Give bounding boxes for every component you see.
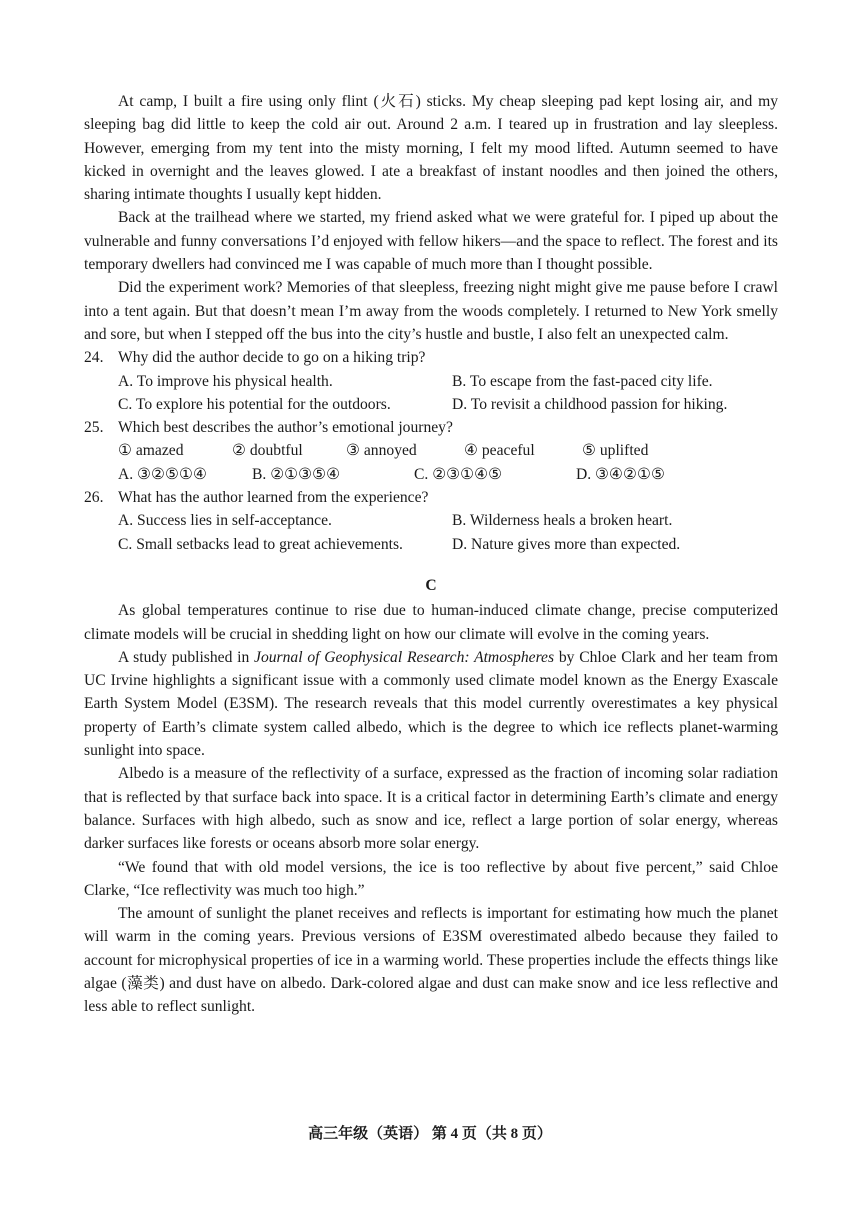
option-a: A. To improve his physical health. bbox=[118, 372, 333, 390]
options bbox=[84, 463, 778, 486]
option-c: C. ②③①④⑤ bbox=[414, 465, 503, 483]
passage-c-paragraph-1: As global temperatures continue to rise due to human-induced climate change, precise computerized climate models will be crucial in shedding light on how our climate will evolve in the coming years. bbox=[84, 602, 778, 643]
question-stem: Which best describes the author’s emotional journey? bbox=[118, 419, 453, 437]
page-footer: 高三年级（英语） 第 4 页（共 8 页） bbox=[308, 1126, 552, 1142]
option-a: A. ③②⑤①④ bbox=[118, 465, 207, 483]
option-b: B. To escape from the fast-paced city life. bbox=[452, 372, 713, 390]
passage-c-paragraph-5: The amount of sunlight the planet receives and reflects is important for estimating how much the planet will warm in the coming years. Previous versions of E3SM overestimated albedo because they failed to account for microphysical properties of ice in a warming world. These properties include the effects things like algae (藻类) and dust have on albedo. Dark-colored algae and dust can make snow and ice less reflective and less able to reflect sunlight. bbox=[84, 905, 778, 1016]
emotion-item: ⑤ uplifted bbox=[582, 442, 649, 460]
journal-title: Journal of Geophysical Research: Atmospheres bbox=[254, 648, 555, 666]
passage-b-paragraph-3: Did the experiment work? Memories of that sleepless, freezing night might give me pause before I crawl into a tent again. But that doesn’t mean I’m away from the woods completely. I returned to New York smelly and sore, but when I stepped off the bus into the city’s hustle and bustle, I also felt an unexpected calm. bbox=[84, 279, 778, 343]
passage-c-paragraph-4: “We found that with old model versions, the ice is too reflective by about five percent,” said Chloe Clarke, “Ice reflectivity was much too high.” bbox=[84, 858, 778, 899]
option-b: B. Wilderness heals a broken heart. bbox=[452, 512, 673, 530]
question-stem: Why did the author decide to go on a hiking trip? bbox=[118, 349, 426, 367]
option-d: D. To revisit a childhood passion for hiking. bbox=[452, 395, 728, 413]
paragraph-text: by Chloe Clark and her team from UC Irvine highlights a significant issue with a commonly used climate model known as the Energy Exascale Earth System Model (E3SM). The research reveals that this model currently overestimates a key physical property of Earth’s climate system called albedo, which is the degree to which ice reflects planet-warming sunlight into space. bbox=[84, 648, 778, 760]
question-number: 26. bbox=[84, 489, 104, 507]
passage-c-paragraph-3: Albedo is a measure of the reflectivity of a surface, expressed as the fraction of incoming solar radiation that is reflected by that surface back into space. It is a critical factor in determining Earth’s climate and energy balance. Surfaces with high albedo, such as snow and ice, reflect a large portion of solar energy, whereas darker surfaces like forests or oceans absorb more solar energy. bbox=[84, 765, 778, 853]
option-c: C. Small setbacks lead to great achievements. bbox=[118, 535, 403, 553]
emotion-item: ④ peaceful bbox=[464, 442, 535, 460]
options bbox=[84, 370, 778, 417]
question-stem: What has the author learned from the experience? bbox=[118, 489, 429, 507]
emotion-item: ③ annoyed bbox=[346, 442, 417, 460]
section-heading: C bbox=[425, 576, 437, 594]
question-25 bbox=[84, 416, 778, 486]
question-number: 24. bbox=[84, 349, 104, 367]
document-page bbox=[84, 90, 778, 1019]
passage-b-paragraph-2: Back at the trailhead where we started, my friend asked what we were grateful for. I piped up about the vulnerable and funny conversations I’d enjoyed with fellow hikers—and the space to reflect. The forest and its temporary dwellers had convinced me I was capable of much more than I thought possible. bbox=[84, 209, 778, 274]
passage-c-paragraph-2 bbox=[84, 646, 778, 762]
paragraph-text: A study published in bbox=[118, 648, 255, 666]
emotion-item: ② doubtful bbox=[232, 442, 303, 460]
passage-b-paragraph-1: At camp, I built a fire using only flint (火石) sticks. My cheap sleeping pad kept losing air, and my sleeping bag did little to keep the cold air out. Around 2 a.m. I teared up in frustration and lay sleepless. However, emerging from my tent into the misty morning, I felt my mood lifted. Autumn seemed to have kicked in overnight and the leaves glowed. I ate a breakfast of instant noodles and then joined the others, sharing intimate thoughts I usually kept hidden. bbox=[84, 93, 778, 204]
question-24 bbox=[84, 346, 778, 416]
emotion-items bbox=[84, 439, 778, 462]
option-d: D. Nature gives more than expected. bbox=[452, 535, 681, 553]
question-26 bbox=[84, 486, 778, 556]
option-d: D. ③④②①⑤ bbox=[576, 465, 665, 483]
option-a: A. Success lies in self-acceptance. bbox=[118, 512, 332, 530]
question-number: 25. bbox=[84, 419, 104, 437]
emotion-item: ① amazed bbox=[118, 442, 184, 460]
options bbox=[84, 509, 778, 556]
option-b: B. ②①③⑤④ bbox=[252, 465, 341, 483]
option-c: C. To explore his potential for the outdoors. bbox=[118, 395, 391, 413]
